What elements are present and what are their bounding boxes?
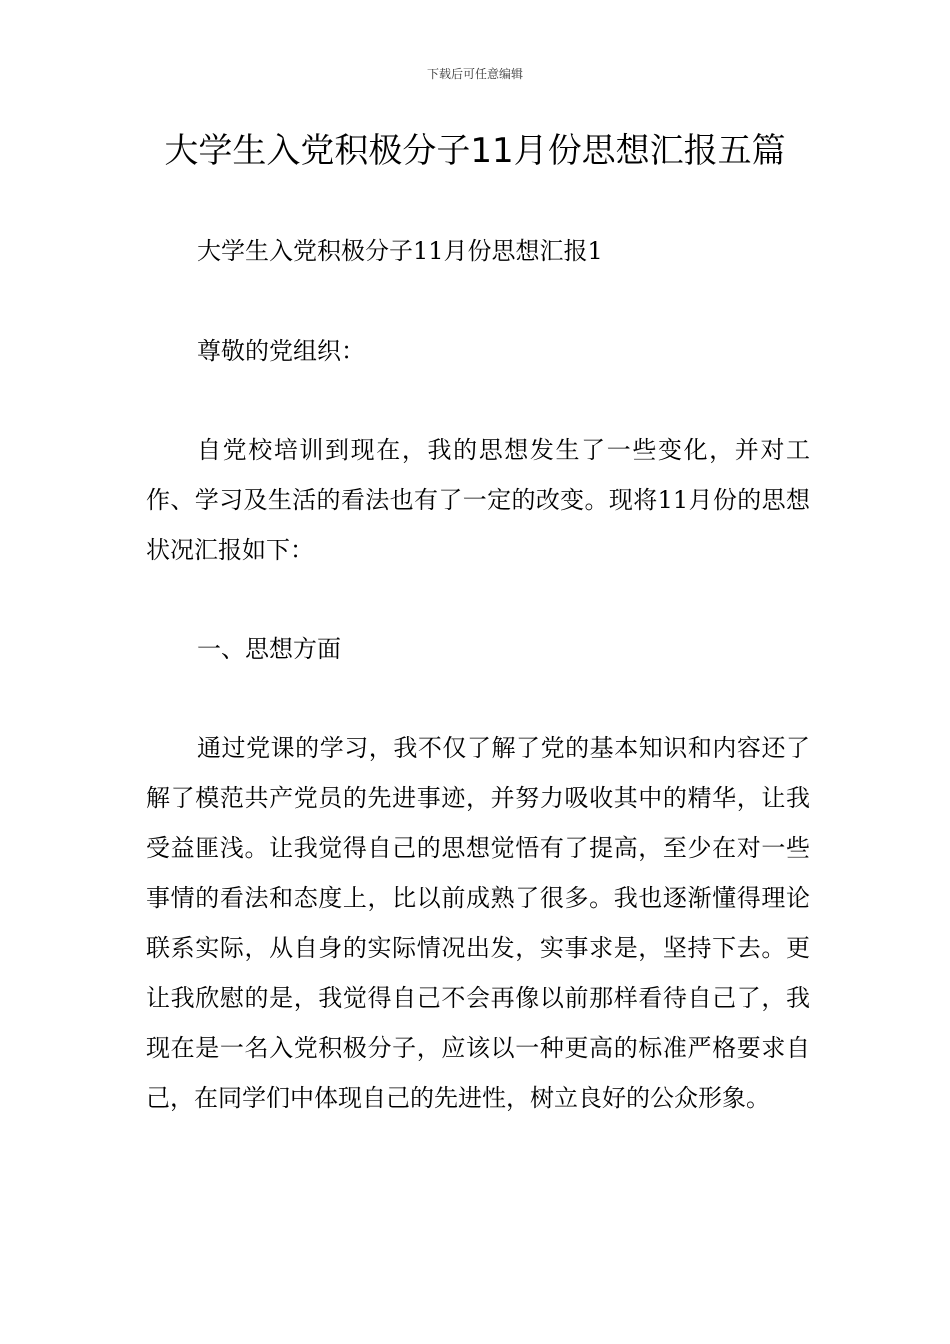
header-note: 下载后可任意编辑 xyxy=(426,67,523,81)
paragraph-intro: 自党校培训到现在，我的思想发生了一些变化，并对工作、学习及生活的看法也有了一定的改变。现将11月份的思想状况汇报如下： xyxy=(146,436,810,564)
salutation: 尊敬的党组织： xyxy=(197,337,365,365)
document-title: 大学生入党积极分子11月份思想汇报五篇 xyxy=(164,131,786,171)
report-subtitle: 大学生入党积极分子11月份思想汇报1 xyxy=(197,237,603,265)
section-heading-thought: 一、思想方面 xyxy=(197,635,341,663)
paragraph-thought: 通过党课的学习，我不仅了解了党的基本知识和内容还了解了模范共产党员的先进事迹，并努力吸收其中的精华，让我受益匪浅。让我觉得自己的思想觉悟有了提高，至少在对一些事情的看法和态度上，比以前成熟了很多。我也逐渐懂得理论联系实际，从自身的实际情况出发，实事求是，坚持下去。更让我欣慰的是，我觉得自己不会再像以前那样看待自己了，我现在是一名入党积极分子，应该以一种更高的标准严格要求自己，在同学们中体现自己的先进性，树立良好的公众形象。 xyxy=(146,734,810,1112)
